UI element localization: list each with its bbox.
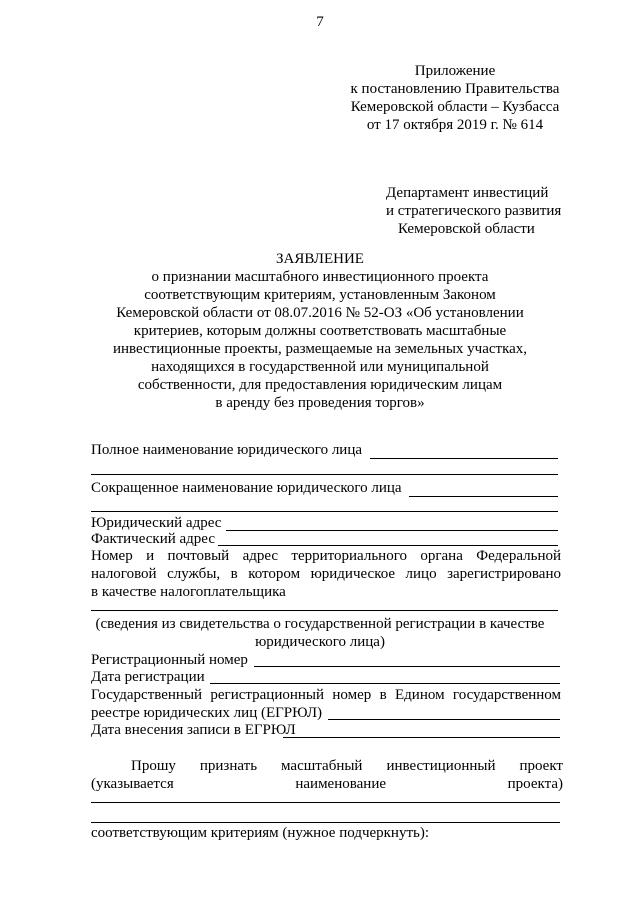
registration-number-field[interactable] (254, 666, 560, 667)
project-name-field[interactable] (91, 802, 560, 803)
full-name-field[interactable] (370, 458, 558, 459)
registration-number-label: Регистрационный номер (91, 652, 248, 668)
appendix-line: от 17 октября 2019 г. № 614 (366, 117, 544, 133)
registration-note: юридического лица) (255, 634, 385, 650)
addressee-line: Департамент инвестиций (386, 185, 549, 201)
short-name-label: Сокращенное наименование юридического лица (91, 480, 402, 496)
title-line: Кемеровской области от 08.07.2016 № 52-ОЗ «Об установлении (116, 305, 524, 321)
title-line: собственности, для предоставления юридическим лицам (137, 377, 503, 393)
request-text: Прошу признать масштабный инвестиционный проект (131, 758, 563, 774)
title-line: в аренду без проведения торгов» (215, 395, 425, 411)
short-name-field[interactable] (409, 496, 558, 497)
full-name-field-continued[interactable] (91, 474, 558, 475)
request-text: (указывается наименование проекта) (91, 776, 563, 792)
egrul-number-field[interactable] (328, 719, 560, 720)
actual-address-label: Фактический адрес (91, 531, 215, 547)
actual-address-field[interactable] (218, 545, 558, 546)
appendix-line: Кемеровской области – Кузбасса (350, 99, 560, 115)
egrul-text: Государственный регистрационный номер в Едином государственном (91, 687, 561, 703)
criteria-text: соответствующим критериям (нужное подчеркнуть): (91, 825, 430, 841)
title-line: соответствующим критериям, установленным Законом (144, 287, 496, 303)
project-name-field-continued[interactable] (91, 822, 560, 823)
egrul-date-field[interactable] (283, 737, 560, 738)
addressee-line: Кемеровской области (398, 221, 535, 237)
tax-authority-field[interactable] (91, 610, 558, 611)
page-number: 7 (316, 14, 324, 30)
tax-authority-text: в качестве налогоплательщика (91, 584, 286, 600)
appendix-line: к постановлению Правительства (350, 81, 560, 97)
full-name-label: Полное наименование юридического лица (91, 442, 363, 458)
registration-note: (сведения из свидетельства о государственной регистрации в качестве (95, 616, 545, 632)
tax-authority-text: Номер и почтовый адрес территориального органа Федеральной (91, 548, 561, 564)
egrul-date-label: Дата внесения записи в ЕГРЮЛ (91, 722, 296, 738)
tax-authority-text: налоговой службы, в котором юридическое лицо зарегистрировано (91, 566, 561, 582)
registration-date-label: Дата регистрации (91, 669, 205, 685)
legal-address-field[interactable] (226, 530, 558, 531)
registration-date-field[interactable] (210, 683, 560, 684)
title-line: о признании масштабного инвестиционного проекта (151, 269, 489, 285)
title-line: критериев, которым должны соответствовать масштабные (133, 323, 507, 339)
legal-address-label: Юридический адрес (91, 515, 222, 531)
title-line: находящихся в государственной или муниципальной (151, 359, 489, 375)
short-name-field-continued[interactable] (91, 511, 558, 512)
egrul-text: реестре юридических лиц (ЕГРЮЛ) (91, 705, 322, 721)
title-heading: ЗАЯВЛЕНИЕ (276, 251, 364, 267)
appendix-line: Приложение (414, 63, 496, 79)
title-line: инвестиционные проекты, размещаемые на земельных участках, (112, 341, 528, 357)
addressee-line: и стратегического развития (386, 203, 562, 219)
